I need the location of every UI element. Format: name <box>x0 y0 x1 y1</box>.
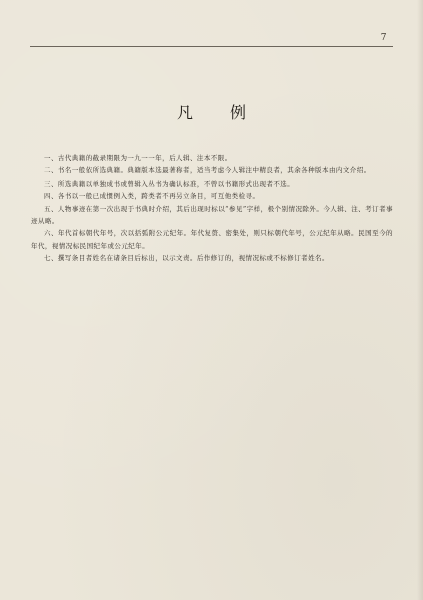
page-title: 凡 例 <box>176 103 263 122</box>
guideline-paragraph-7: 七、撰写条目者姓名在诸条目后标出，以示文责。后作修订的，视情况标或不标修订者姓名。 <box>44 254 329 263</box>
guideline-paragraph-2: 二、书名一般依所选典籍。典籍版本选最著称者，适当考虑今人辑注中精良者，其余各种版本由内文介绍。 <box>44 166 371 175</box>
page-edge-shadow <box>417 0 423 600</box>
guideline-paragraph-6: 六、年代首标朝代年号，次以括弧附公元纪年。年代复赘、密集处，则只标朝代年号，公元纪年从略。民国至今的年代，视情况标民国纪年或公元纪年。 <box>31 229 393 250</box>
guidelines-body <box>31 152 393 265</box>
guideline-paragraph-1: 一、古代典籍的截录期限为一九一一年，后人辑、注本不限。 <box>44 154 232 162</box>
header-rule <box>30 46 393 47</box>
page-number: 7 <box>380 33 387 43</box>
guideline-paragraph-4: 四、各书以一般已成惯例入类，跨类者不再另立条目，可互他类检寻。 <box>44 192 260 201</box>
guideline-paragraph-5: 五、人物事迹在第一次出现于书典时介绍，其后出现时标以“参见”字样，极个别情况除外。今人辑、注、考订者事迹从略。 <box>31 204 393 226</box>
guideline-paragraph-3: 三、所选典籍以单独成书或曾辑入丛书为确认标准，不曾以书籍形式出现者不选。 <box>44 179 295 188</box>
